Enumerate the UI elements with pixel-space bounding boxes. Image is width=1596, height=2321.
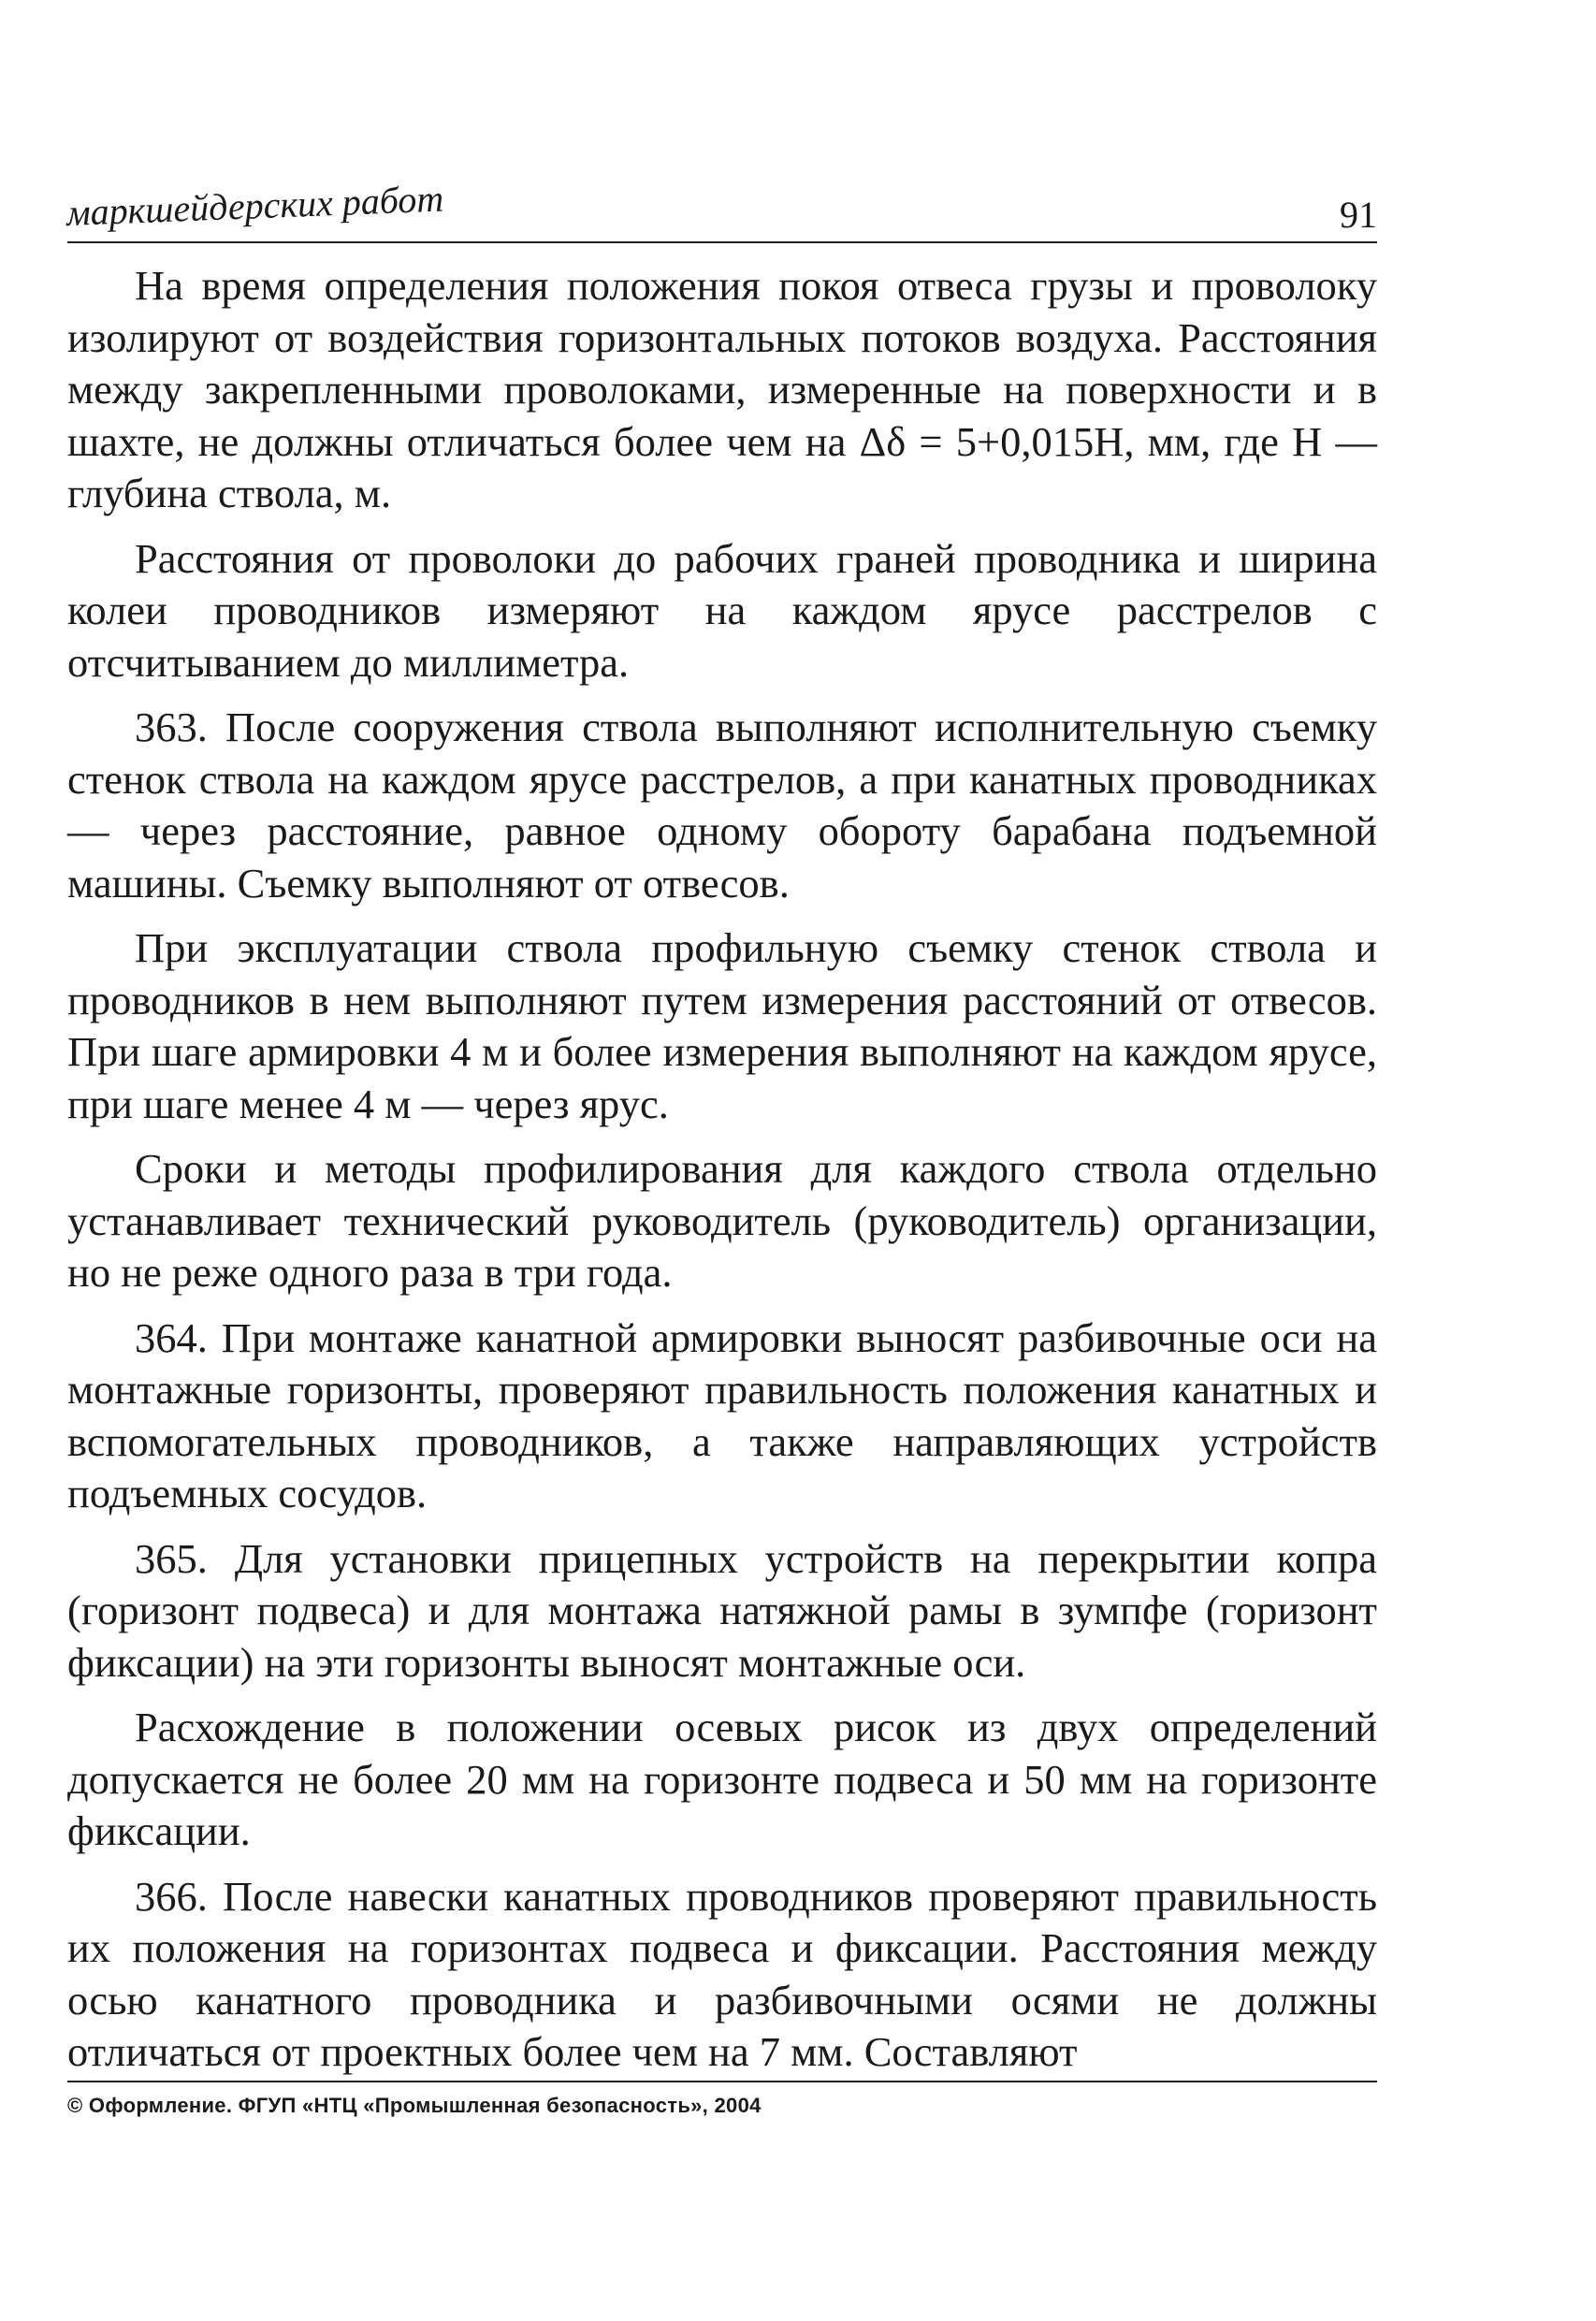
running-head [65,177,1377,249]
paragraph-item-363: 363. После сооружения ствола выполняют исполнительную съемку стенок ствола на каждом ярусе расстрелов, а при канатных проводниках — через расстояние, равное одному обороту барабана подъемной машины. Съемку выполняют от отвесов. [67,704,1377,907]
paragraph-item-364: 364. При монтаже канатной армировки выносят разбивочные оси на монтажные горизонты, проверяют правильность положения канатных и вспомогательных проводников, а также направляющих устройств подъемных сосудов. [67,1313,1377,1516]
page-number: 91 [1340,194,1377,236]
paragraph: Расстояния от проволоки до рабочих граней проводника и ширина колеи проводников измеряют на каждом ярусе расстрелов с отсчитыванием до миллиметра. [67,534,1377,686]
paragraph: При эксплуатации ствола профильную съемку стенок ствола и проводников в нем выполняют путем измерения расстояний от отвесов. При шаге армировки 4 м и более измерения выполняют на каждом ярусе, при шаге менее 4 м — через ярус. [67,924,1377,1127]
paragraph: Сроки и методы профилирования для каждого ствола отдельно устанавливает технический руководитель (руководитель) организации, но не реже одного раза в три года. [67,1145,1377,1296]
running-title: маркшейдерских работ [65,177,444,235]
paragraph-item-366: 366. После навески канатных проводников проверяют правильность их положения на горизонтах подвеса и фиксации. Расстояния между осью канатного проводника и разбивочными осями не должны отличаться от проектных более чем на 7 мм. Составляют [67,1872,1377,2075]
body-text [67,260,1377,2092]
paragraph-item-365: 365. Для установки прицепных устройств на перекрытии копра (горизонт подвеса) и для монтажа натяжной рамы в зумпфе (горизонт фиксации) на эти горизонты выносят монтажные оси. [67,1534,1377,1686]
footer-rule [67,2081,1377,2082]
paragraph: На время определения положения покоя отвеса грузы и проволоку изолируют от воздействия горизонтальных потоков воздуха. Расстояния между закрепленными проволоками, измеренные на поверхности и в шахте, не должны отличаться более чем на Δδ = 5+0,015H, мм, где H — глубина ствола, м. [67,262,1377,516]
copyright-notice: © Оформление. ФГУП «НТЦ «Промышленная безопасность», 2004 [67,2094,762,2117]
paragraph: Расхождение в положении осевых рисок из двух определений допускается не более 20 мм на горизонте подвеса и 50 мм на горизонте фиксации. [67,1704,1377,1854]
header-rule [67,241,1377,243]
